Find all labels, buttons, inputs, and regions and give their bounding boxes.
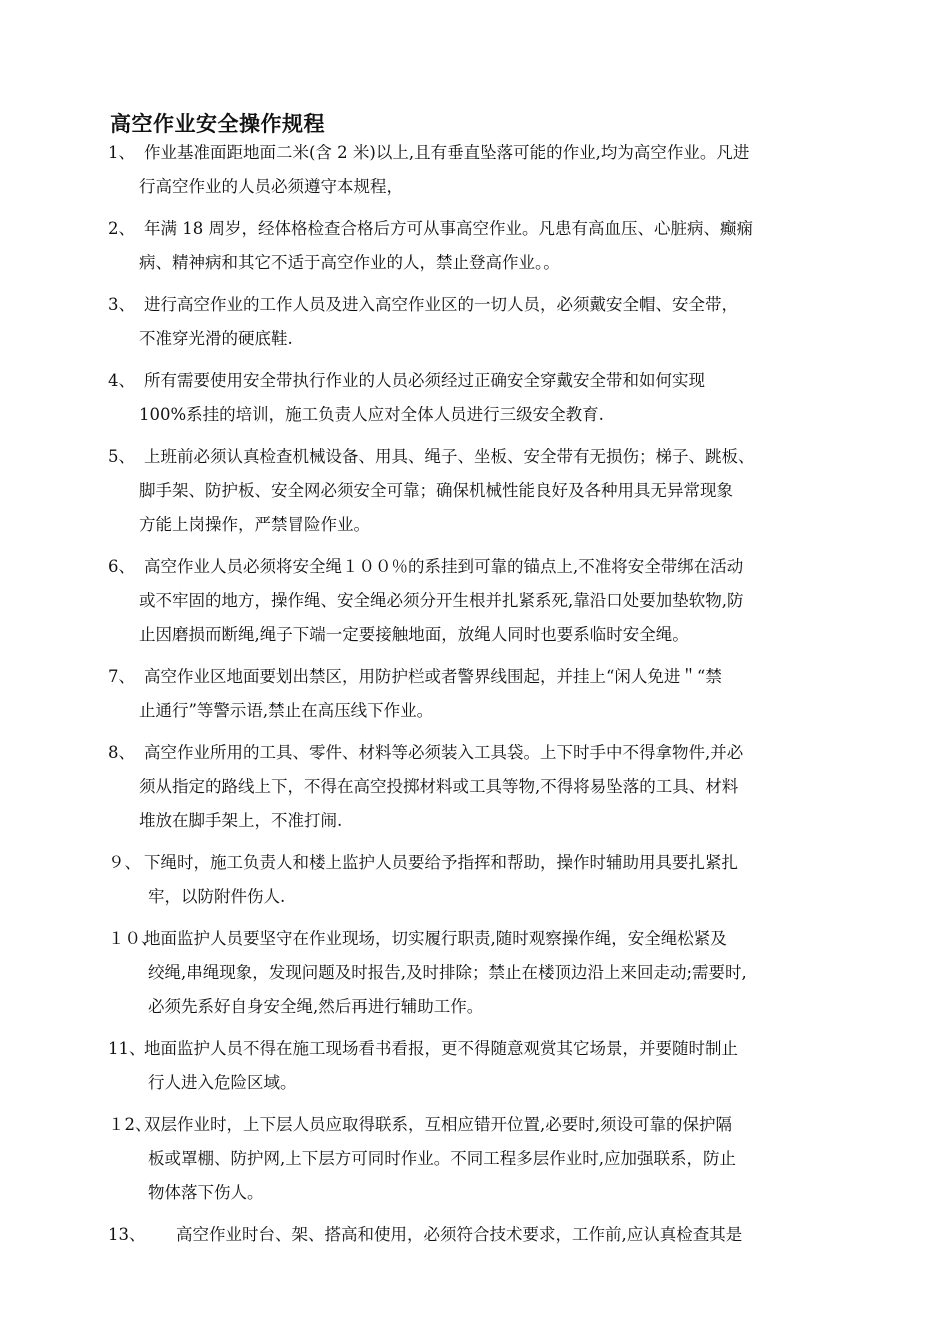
rule-text-line: 高空作业时台、架、搭高和使用，必须符合技术要求，工作前,应认真检查其是 [176,1225,743,1244]
rule-item [108,736,850,838]
rule-text-line: 绞绳,串绳现象，发现问题及时报告,及时排除；禁止在楼顶边沿上来回走动;需要时, [148,963,747,982]
rule-text-line: 年满 18 周岁，经体格检查合格后方可从事高空作业。凡患有高血压、心脏病、癫痫 [144,219,753,238]
rule-number: 6、 [108,557,135,576]
rule-text-line: 高空作业区地面要划出禁区，用防护栏或者警界线围起，并挂上“闲人免进＂“禁 [144,667,722,686]
rule-text-line: 行人进入危险区域。 [148,1073,297,1092]
rule-text-line: 100%系挂的培训，施工负责人应对全体人员进行三级安全教育. [139,405,604,424]
rule-text-line: 不准穿光滑的硬底鞋. [139,329,293,348]
rules-list [108,136,850,1260]
rule-number: １０、 [108,929,158,948]
rule-item [108,660,850,728]
rule-number: 11、 [108,1039,146,1058]
rule-text-line: 堆放在脚手架上，不准打闹. [139,811,343,830]
rule-number: 8、 [108,743,135,762]
rule-text-line: 止因磨损而断绳,绳子下端一定要接触地面，放绳人同时也要系临时安全绳。 [139,625,689,644]
rule-text-line: 物体落下伤人。 [148,1183,264,1202]
rule-number: １2、 [108,1115,152,1134]
rule-text-line: 所有需要使用安全带执行作业的人员必须经过正确安全穿戴安全带和如何实现 [144,371,705,390]
rule-text-line: 高空作业所用的工具、零件、材料等必须装入工具袋。上下时手中不得拿物件,并必 [144,743,744,762]
rule-text-line: 或不牢固的地方，操作绳、安全绳必须分开生根并扎紧系死,靠沿口处要加垫软物,防 [139,591,744,610]
rule-text-line: 作业基准面距地面二米(含 2 米)以上,且有垂直坠落可能的作业,均为高空作业。凡进 [144,143,750,162]
rule-text-line: 牢，以防附件伤人. [148,887,286,906]
rule-text-line: 地面监护人员要坚守在作业现场，切实履行职责,随时观察操作绳，安全绳松紧及 [144,929,727,948]
rule-item [108,1218,850,1252]
rule-text-line: 病、精神病和其它不适于高空作业的人，禁止登高作业。。 [139,253,560,272]
rule-item [108,136,850,204]
rule-text-line: 板或罩棚、防护网,上下层方可同时作业。不同工程多层作业时,应加强联系，防止 [148,1149,736,1168]
rule-item [108,212,850,280]
rule-text-line: 止通行”等警示语,禁止在高压线下作业。 [139,701,434,720]
rule-text-line: 须从指定的路线上下，不得在高空投掷材料或工具等物,不得将易坠落的工具、材料 [139,777,739,796]
rule-item [108,1032,850,1100]
rule-number: 7、 [108,667,135,686]
rule-text-line: 方能上岗操作，严禁冒险作业。 [139,515,370,534]
rule-item [108,1108,850,1210]
rule-text-line: 双层作业时，上下层人员应取得联系，互相应错开位置,必要时,须设可靠的保护隔 [144,1115,732,1134]
rule-text-line: 下绳时，施工负责人和楼上监护人员要给予指挥和帮助，操作时辅助用具要扎紧扎 [144,853,738,872]
rule-item [108,846,850,914]
rule-item [108,288,850,356]
rule-text-line: 上班前必须认真检查机械设备、用具、绳子、坐板、安全带有无损伤；梯子、跳板、 [144,447,755,466]
rule-number: 3、 [108,295,135,314]
rule-number: 5、 [108,447,135,466]
rule-item [108,922,850,1024]
rule-text-line: 进行高空作业的工作人员及进入高空作业区的一切人员，必须戴安全帽、安全带， [144,295,738,314]
rule-item [108,364,850,432]
document-title: 高空作业安全操作规程 [110,112,325,136]
rule-text-line: 脚手架、防护板、安全网必须安全可靠；确保机械性能良好及各种用具无异常现象 [139,481,733,500]
rule-item [108,440,850,542]
rule-item [108,550,850,652]
rule-text-line: 必须先系好自身安全绳,然后再进行辅助工作。 [148,997,484,1016]
rule-text-line: 行高空作业的人员必须遵守本规程， [139,177,403,196]
rule-number: 1、 [108,143,135,162]
rule-number: 2、 [108,219,135,238]
rule-number: ９、 [108,853,141,872]
rule-text-line: 地面监护人员不得在施工现场看书看报，更不得随意观赏其它场景，并要随时制止 [144,1039,738,1058]
rule-text-line: 高空作业人员必须将安全绳１００％的系挂到可靠的锚点上,不准将安全带绑在活动 [144,557,744,576]
rule-number: 4、 [108,371,135,390]
rule-number: 13、 [108,1225,146,1244]
